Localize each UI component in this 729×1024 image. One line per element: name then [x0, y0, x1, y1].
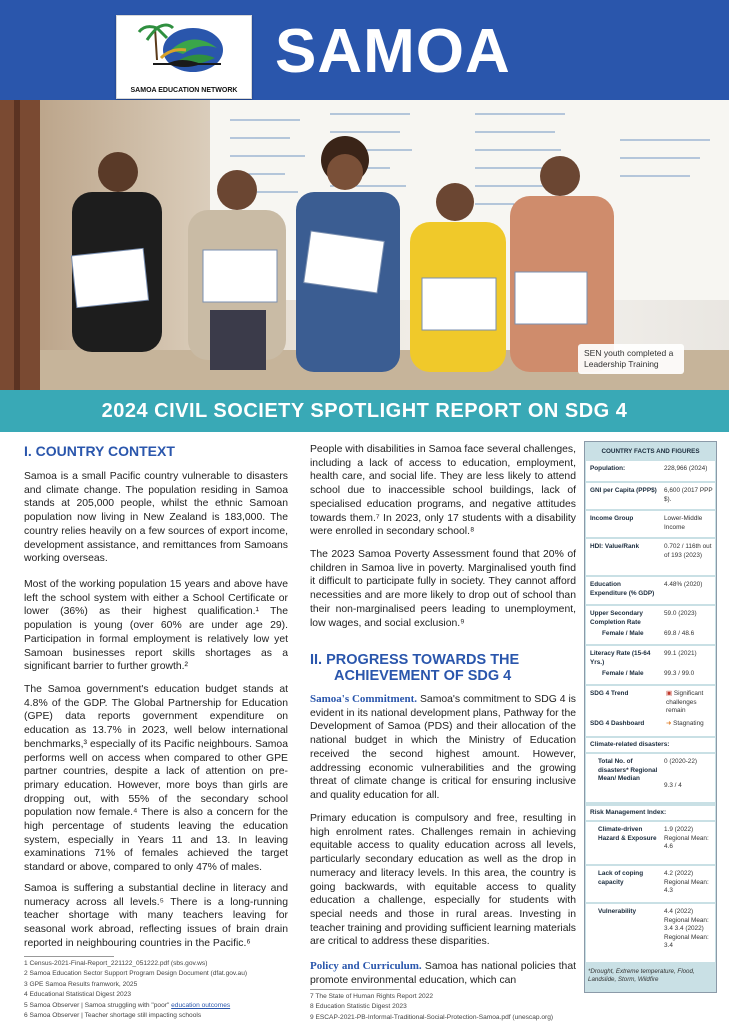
- footnote-3: 3 GPE Samoa Results framwork, 2025: [24, 980, 138, 988]
- photo-caption: SEN youth completed a Leadership Training: [578, 344, 684, 374]
- col2-paragraph-1: People with disabilities in Samoa face several challenges, including a lack of access to education, employment, health care, and social life. They are less likely to attend school due to inaccessible school buildings, lack of specialised education programs, and negative attitudes towards them.⁷ In 2023, only 17 students with a disability were enrolled in secondary school.⁸: [310, 444, 576, 538]
- hero-photo: [0, 100, 729, 390]
- section1-paragraph-4: Samoa is suffering a substantial decline in literacy and numeracy across all levels.⁵ There is a long-running teacher shortage with many teachers leaving for seasonal work abroad, reflecting issues of brain drain reported in neighbouring countries in the Pacific.⁶: [24, 883, 288, 949]
- facts-title: COUNTRY FACTS AND FIGURES: [601, 448, 700, 455]
- section2-heading: [310, 652, 519, 684]
- footnotes-right: [310, 992, 580, 1023]
- sen-logo: [116, 15, 252, 99]
- footnote-9: 9 ESCAP-2021-PB-Informal-Traditional-Social-Protection-Samoa.pdf (unescap.org): [310, 1013, 554, 1021]
- fact-literacy: Literacy Rate (15-64 Yrs.) Female / Male 99.1 (2021) 99.3 / 99.0: [586, 646, 715, 684]
- section1-heading: I. COUNTRY CONTEXT: [24, 443, 175, 459]
- banner-title: 2024 CIVIL SOCIETY SPOTLIGHT REPORT ON SDG 4: [101, 400, 628, 422]
- dashboard-value: ➜ Stagnating: [666, 720, 704, 727]
- page-title: SAMOA: [275, 17, 511, 86]
- footnote-5: 5 Samoa Observer | Samoa struggling with "poor": [24, 1001, 172, 1009]
- footnote-1: 1 Census-2021-Final-Report_221122_051222.pdf (sbs.gov.ws): [24, 960, 208, 967]
- fact-gni: GNI per Capita (PPP$) 6,600 (2017 PPP $).: [586, 483, 715, 509]
- trend-value: ▣ Significant challenges remain: [666, 690, 704, 715]
- footnote-7: 7 The State of Human Rights Report 2022: [310, 993, 434, 1000]
- fact-vulnerability: Vulnerability 4.4 (2022) Regional Mean: 3.4 3.4 (2022) Regional Mean: 3.4: [586, 904, 715, 962]
- trend-red-icon: ▣: [666, 690, 673, 697]
- climate-section-label: Climate-related disasters:: [586, 738, 715, 752]
- logo-emblem-icon: [131, 20, 237, 78]
- footnote-4: 4 Educational Statistical Digest 2023: [24, 991, 132, 999]
- footnote-rule: [24, 956, 114, 957]
- logo-text: SAMOA EDUCATION NETWORK: [130, 87, 238, 94]
- arrow-right-icon: ➜: [666, 720, 672, 727]
- facts-note: *Drought, Extreme temperature, Flood, Landslide, Storm, Wildfire: [588, 968, 695, 984]
- policy-lead: Policy and Curriculum.: [310, 960, 422, 972]
- footnote-rule-right: [310, 989, 400, 990]
- section2-heading-line2: ACHIEVEMENT OF SDG 4: [334, 668, 512, 684]
- fact-disasters: Total No. of disasters* Regional Mean/ Median 0 (2020-22) 9.3 / 4: [586, 754, 715, 802]
- fact-sdg4-trend-dashboard: SDG 4 Trend SDG 4 Dashboard ▣ Significant challenges remain ➜ Stagnating: [586, 686, 715, 736]
- fact-hazard-exposure: Climate-driven Hazard & Exposure 1.9 (2022) Regional Mean: 4.6: [586, 822, 715, 864]
- footnote-5-link[interactable]: education outcomes: [171, 1001, 231, 1009]
- section1-paragraph-3: The Samoa government's education budget stands at 4.8% of the GDP. The Global Partnership for Education (GPE) data reports government expenditure on education as 13.7% in 2023, well below international benchmarks,³ especially of its Pacific neighbours. Samoa performs well on access when compared to other GPE partner countries, despite a lack of attention on pre-primary education. However, more boys than girls are dropping out, with 55% of the secondary school population now female.⁴ There is also a concern for the high percentage of students leaving the education system, especially in Years 11 and 13. In leaving examinations 71% of females achieved the target standard or above, compared to only 47% of males.: [24, 684, 288, 874]
- fact-upper-secondary: Upper Secondary Completion Rate Female / Male 59.0 (2023) 69.8 / 48.6: [586, 606, 715, 644]
- fact-hdi: HDI: Value/Rank 0.702 / 116th out of 193 (2023): [586, 539, 715, 575]
- risk-section-label: Risk Management Index:: [586, 806, 715, 820]
- fact-coping-capacity: Lack of coping capacity 4.2 (2022) Regional Mean: 4.3: [586, 866, 715, 902]
- fact-education-expenditure: Education Expenditure (% GDP) 4.48% (2020): [586, 577, 715, 604]
- policy-text: Samoa has national policies that promote environmental education, which can: [310, 961, 576, 986]
- fact-population: Population: 228,966 (2024): [586, 461, 715, 481]
- primary-paragraph: Primary education is compulsory and free, resulting in high enrolment rates. Challenges remain in achieving equitable access to quality education across all levels, particularly secondary education as well as the drop in numeracy and literacy levels. In this area, the country is going backwards, with equitable access to quality education a challenge, especially for students with special needs and those in rural areas. Investing in teacher training and providing sufficient learning materials are critical to address these disparities.: [310, 813, 576, 948]
- section2-heading-line1: II. PROGRESS TOWARDS THE: [310, 652, 520, 668]
- section1-paragraph-1: Samoa is a small Pacific country vulnerable to disasters and climate change. The population residing in Samoa stands at 205,000 people, whilst the ethnic Samoan population now living in New Zealand is 183,000. The country relies heavily on a few sources of export income, development assistance, and remittances from Samoans working overseas.: [24, 471, 288, 565]
- policy-paragraph: [310, 960, 576, 987]
- commitment-text: Samoa's commitment to SDG 4 is evident in its national development plans, Pathway for the Development of Samoa (PDS) and their allocation of the national budget in which the Ministry of Education received the second highest amount. However, addressing economic vulnerabilities and the growing threat of climate change is critical for ensuring inclusive and quality education for all.: [310, 694, 577, 801]
- fact-income-group: Income Group Lower-Middle Income: [586, 511, 715, 537]
- footnote-8: 8 Education Statistic Digest 2023: [310, 1003, 407, 1011]
- commitment-paragraph: [310, 693, 576, 803]
- footnote-6: 6 Samoa Observer | Teacher shortage still impacting schools: [24, 1012, 202, 1020]
- commitment-lead: Samoa's Commitment.: [310, 693, 418, 705]
- col2-paragraph-2: The 2023 Samoa Poverty Assessment found that 20% of children in Samoa live in poverty. Marginalised youth find it difficult to participate fully in society. They cannot afford necessities and are more likely to drop out of school than their non-marginalised peers leading to unemployment, low wages, and social exclusion.⁹: [310, 549, 576, 629]
- footnote-2: 2 Samoa Education Sector Support Program Design Document (dfat.gov.au): [24, 970, 248, 978]
- footnotes-left: [24, 959, 294, 1021]
- section1-paragraph-2: Most of the working population 15 years and above have left the school system with either a School Certificate or lower (36%) as their highest qualification.¹ The population is young (over 60% are under age 29). Participation in formal employment is relatively low yet Samoan businesses report skills shortages as a significant barrier to further growth.²: [24, 579, 288, 673]
